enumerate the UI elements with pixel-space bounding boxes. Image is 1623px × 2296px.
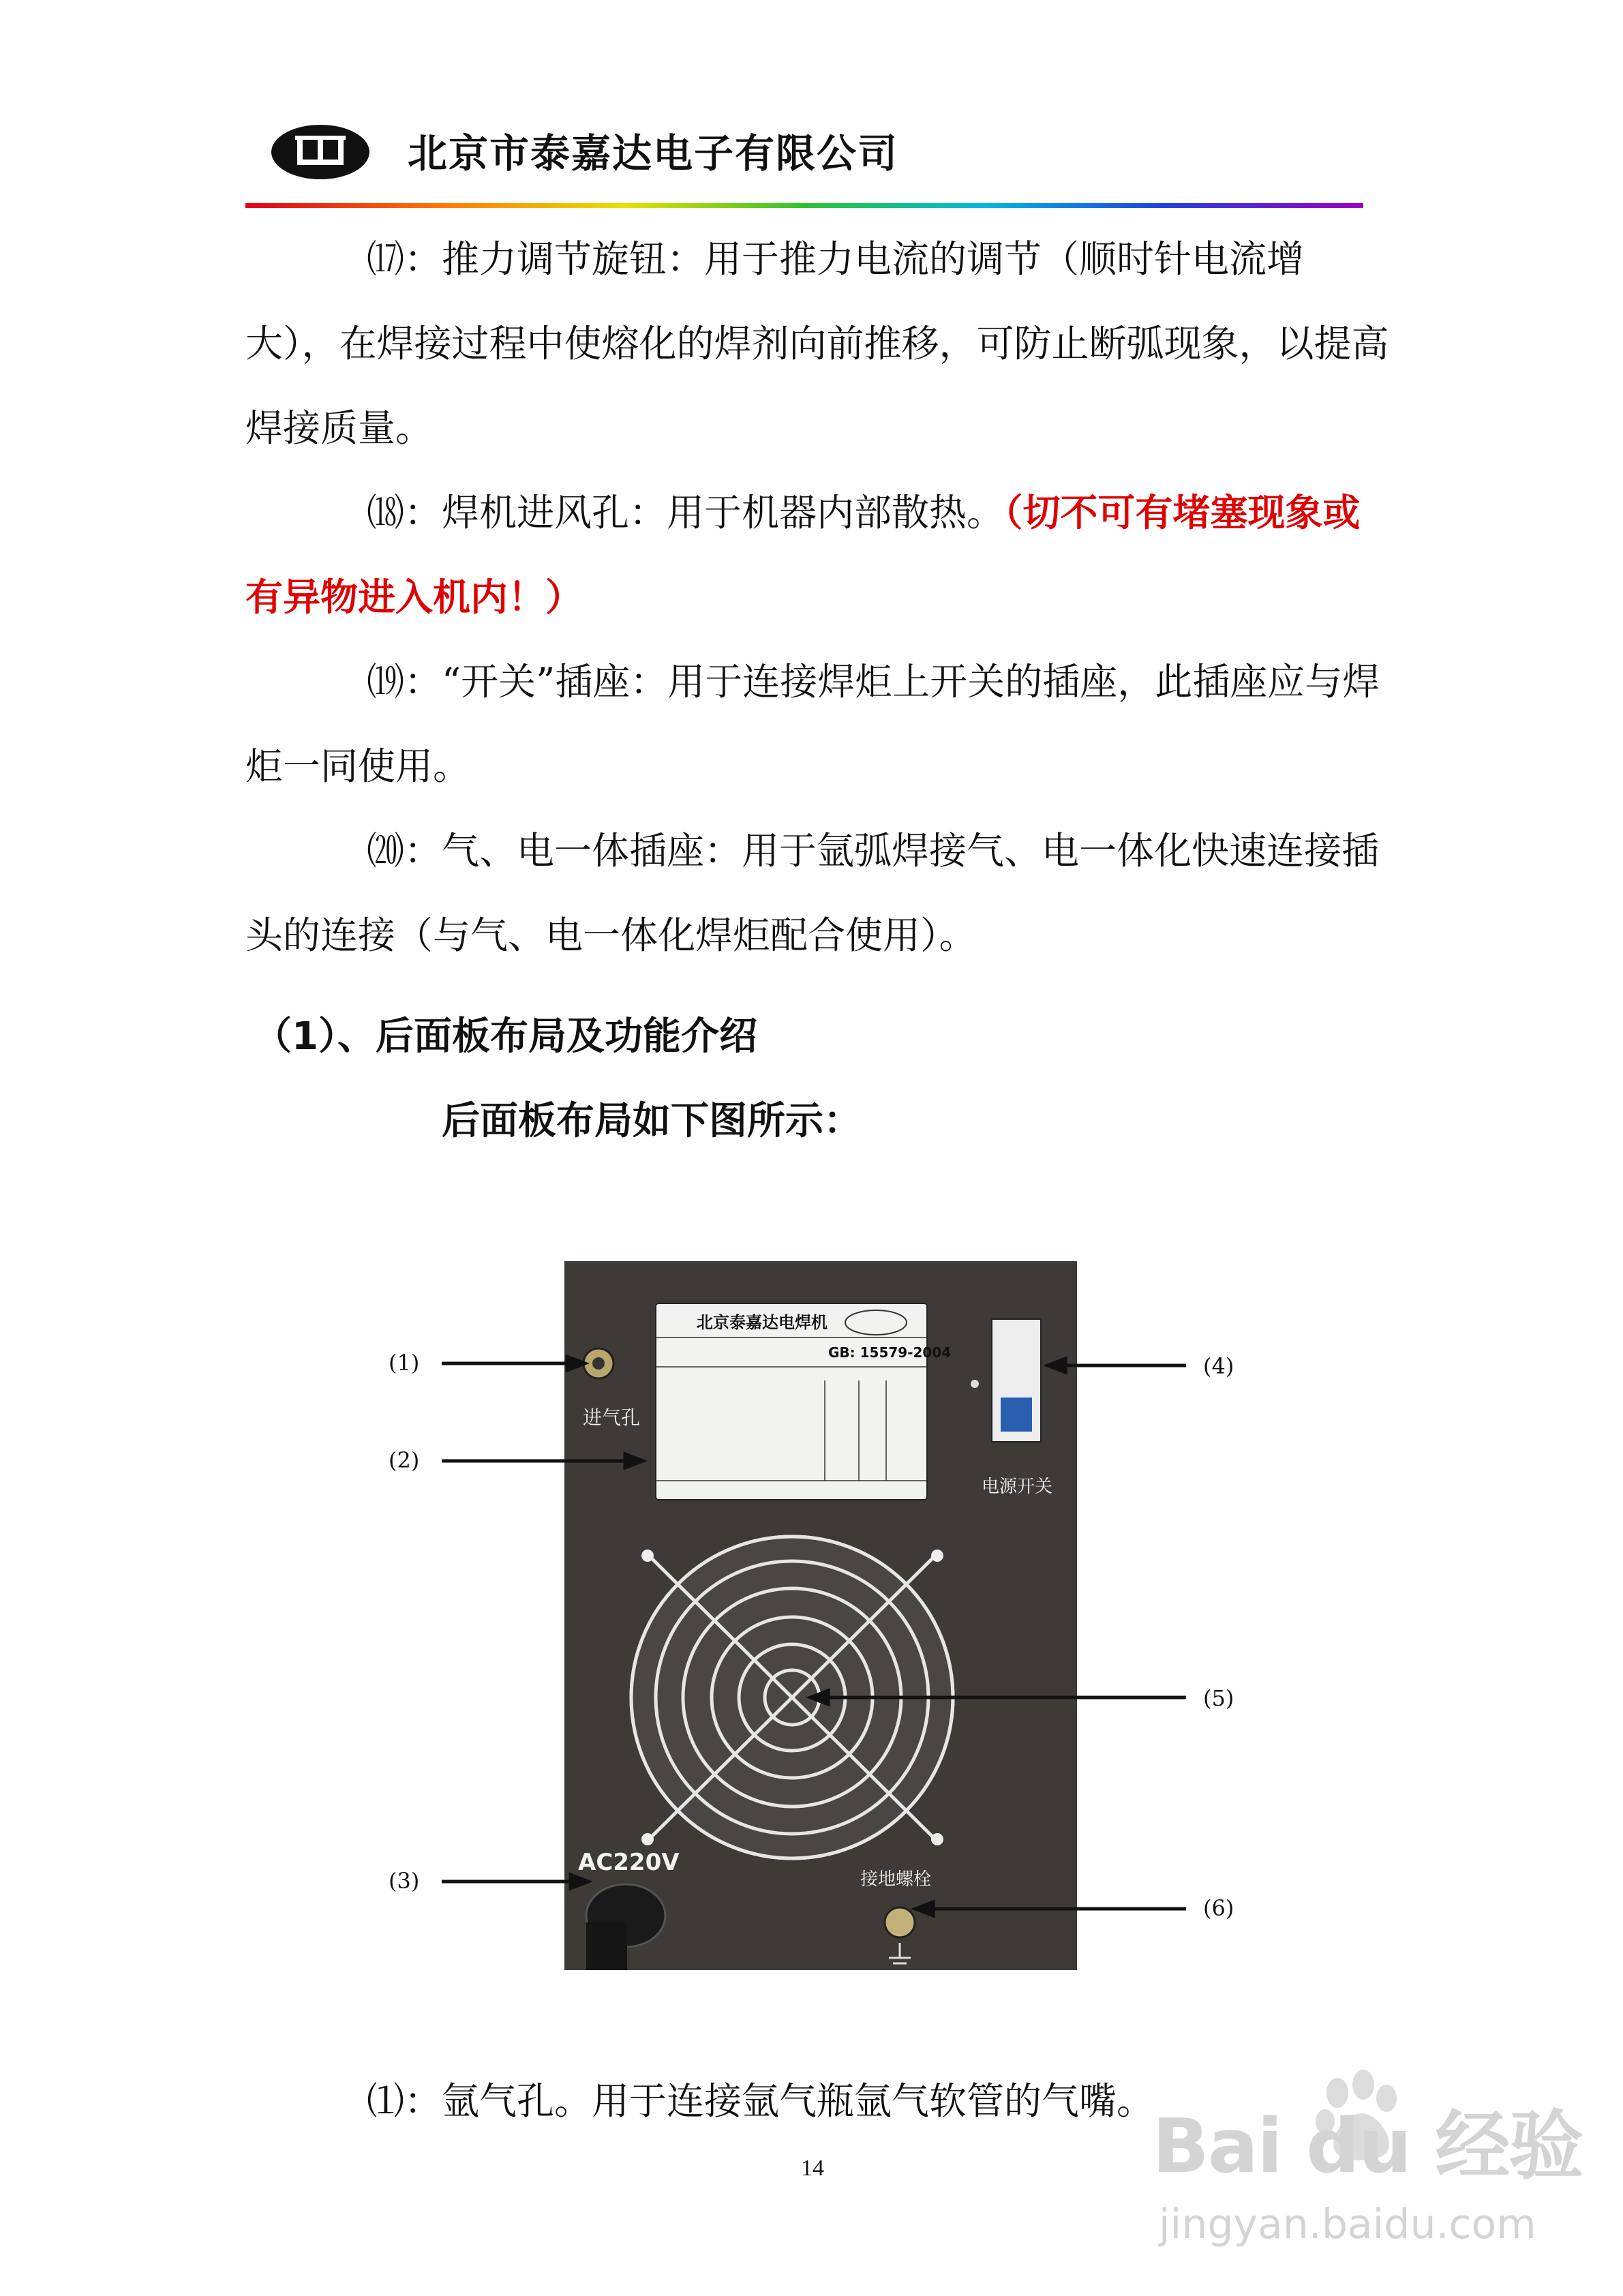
nameplate-title: 北京泰嘉达电焊机: [697, 1313, 828, 1332]
section-heading: （1）、后面板布局及功能介绍: [254, 1014, 757, 1059]
section-subheading: 后面板布局如下图所示：: [442, 1099, 862, 1143]
callout-label-6: (6): [1203, 1895, 1234, 1921]
callout-label-1: (1): [389, 1350, 420, 1376]
power-cable-gland: [586, 1884, 665, 1970]
callout-label-5: (5): [1203, 1685, 1234, 1711]
power-switch: [971, 1319, 1041, 1442]
watermark-url: jingyan.baidu.com: [1159, 2201, 1536, 2248]
callout-label-4: (4): [1203, 1353, 1234, 1379]
paragraph-20-text: ⒇：气、电一体插座：用于氩弧焊接气、电一体化快速连接插头的连接（与气、电一体化焊炬配合使用）。: [245, 829, 1380, 957]
ground-bolt-label: 接地螺栓: [860, 1869, 932, 1890]
ac-input-label: AC220V: [578, 1849, 680, 1876]
paragraph-18-text: ⒅：焊机进风孔：用于机器内部散热。: [367, 491, 1005, 534]
ground-bolt: [885, 1907, 915, 1963]
callout-label-3: (3): [389, 1868, 420, 1894]
watermark-brand: Bai du 经验: [1152, 2102, 1583, 2190]
callout-label-2: (2): [389, 1447, 420, 1473]
paragraph-19-text: ⒆：“开关”插座：用于连接焊炬上开关的插座，此插座应与焊炬一同使用。: [245, 660, 1380, 788]
page-number: 14: [801, 2156, 824, 2181]
paragraph-18-warning: （切不可有堵塞现象或有异物进入机内！）: [245, 491, 1361, 619]
nameplate-standard: GB: 15579-2004: [828, 1344, 952, 1361]
company-name: 北京市泰嘉达电子有限公司: [408, 130, 899, 177]
paragraph-1-text: ⑴：氩气孔。用于连接氩气瓶氩气软管的气嘴。: [367, 2079, 1155, 2123]
power-switch-label: 电源开关: [982, 1477, 1053, 1497]
paragraph-17-text: ⒄：推力调节旋钮：用于推力电流的调节（顺时针电流增大），在焊接过程中使熔化的焊剂向前推移，可防止断弧现象，以提高焊接质量。: [245, 237, 1389, 450]
gas-inlet-label: 进气孔: [583, 1406, 641, 1429]
